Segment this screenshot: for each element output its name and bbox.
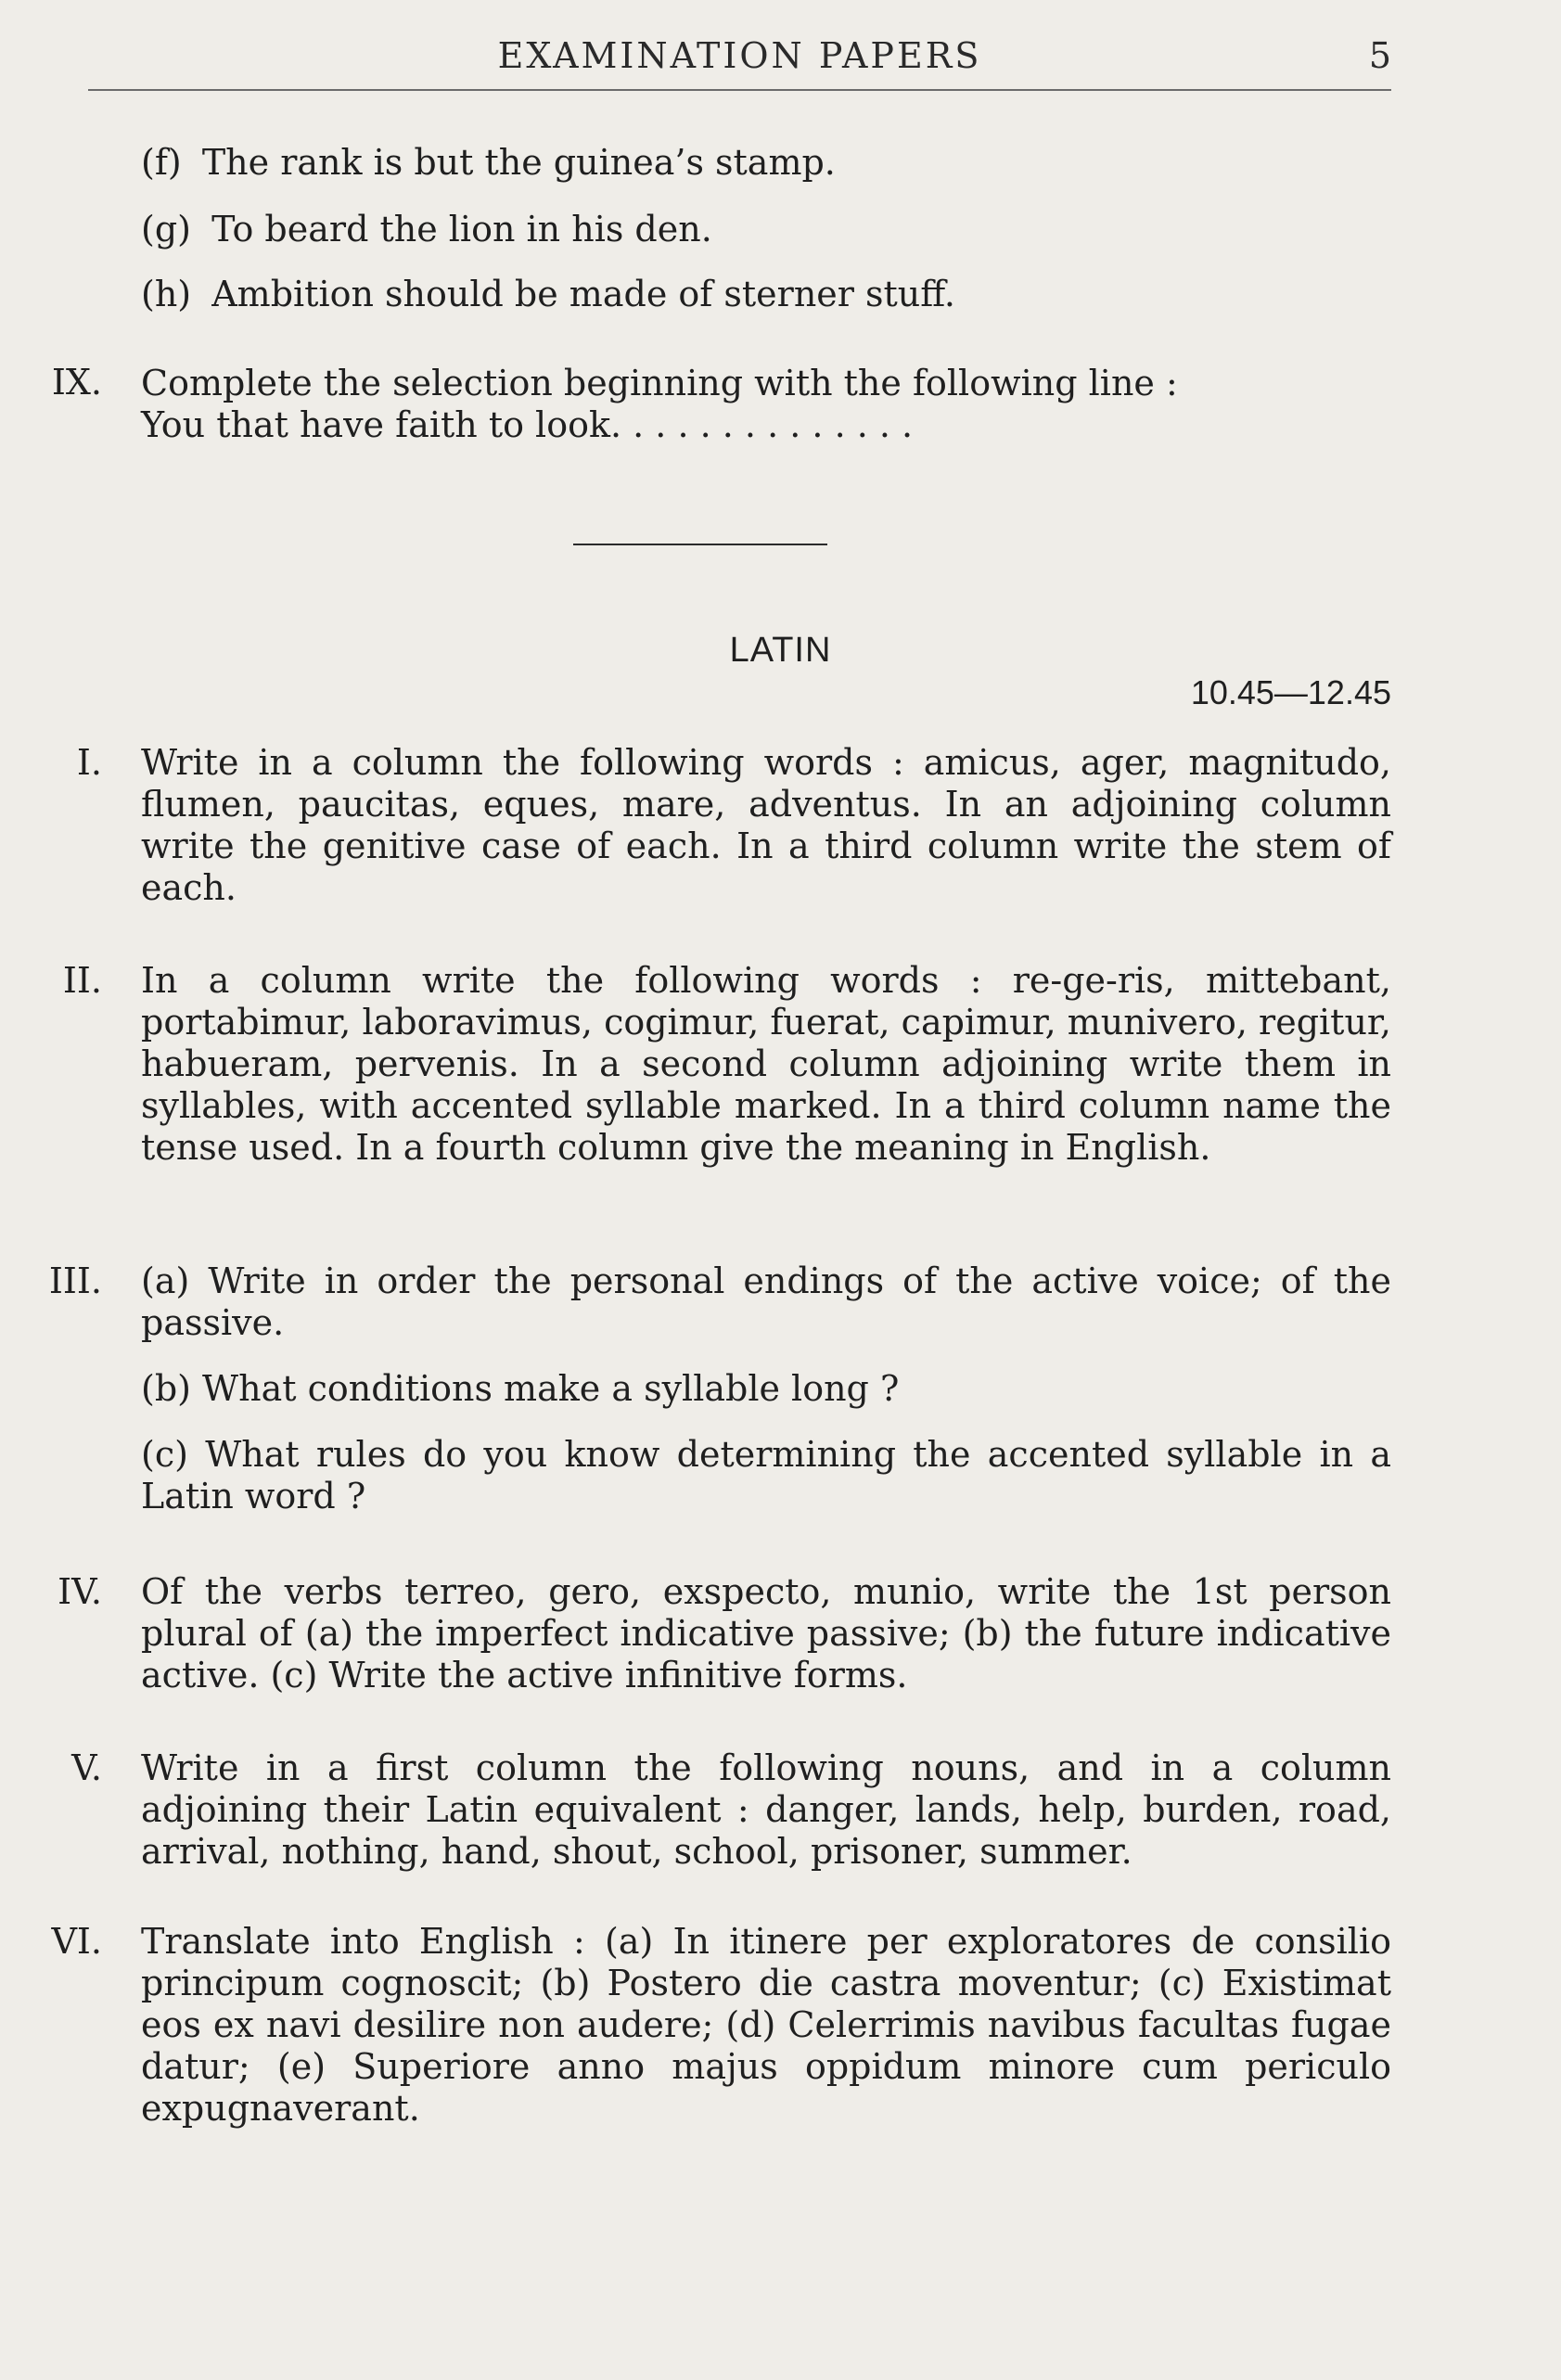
continued-item-f (141, 141, 836, 184)
exam-time: 10.45—12.45 (1190, 673, 1391, 711)
question-ix-line-2: You that have faith to look. . . . . . . . . . . . . . (141, 404, 914, 445)
running-title: EXAMINATION PAPERS (497, 35, 982, 76)
item-label: (h) (141, 274, 192, 314)
question-ix-line-1: Complete the selection beginning with the following line : (141, 363, 1178, 403)
question-part-a: (a) Write in order the personal endings of the active voice; of the passive. (141, 1260, 1391, 1343)
question-number: II. (62, 960, 102, 1001)
question-part-b: (b) What conditions make a syllable long ? (141, 1368, 900, 1409)
question-paragraph: Of the verbs terreo, gero, exspecto, munio, write the 1st person plural of (a) the imperfect indicative passive; (b) the future indicative active. (c) Write the active infinitive forms. (141, 1571, 1391, 1695)
question-paragraph: Write in a first column the following nouns, and in a column adjoining their Latin equivalent : danger, lands, help, burden, road, arrival, nothing, hand, shout, school, prisoner, summer. (141, 1747, 1391, 1872)
continued-item-h (141, 273, 955, 315)
question-paragraph: Write in a column the following words : amicus, ager, magnitudo, flumen, paucitas, eques, mare, adventus. In an adjoining column write the genitive case of each. In a third column write the stem of each. (141, 742, 1391, 908)
running-header (88, 35, 1391, 91)
item-label: (g) (141, 209, 191, 250)
question-paragraph: Translate into English : (a) In itinere per exploratores de consilio principum cognoscit; (b) Postero die castra moventur; (c) Existimat eos ex navi desilire non audere; (d) Celerrimis navibus facultas fugae datur; (e) Superiore anno majus oppidum minore cum periculo expugnaverant. (141, 1921, 1391, 2129)
item-text: To beard the lion in his den. (211, 209, 712, 250)
question-text (141, 960, 1391, 1169)
question-text (141, 742, 1391, 909)
page-number: 5 (1368, 35, 1391, 76)
continued-item-g (141, 208, 712, 250)
question-number: V. (71, 1747, 102, 1788)
question-number: III. (48, 1260, 102, 1301)
item-text: Ambition should be made of sterner stuff. (211, 274, 956, 314)
question-number: I. (76, 742, 102, 783)
question-number: IV. (58, 1571, 102, 1612)
question-text (141, 1747, 1391, 1873)
question-text (141, 1921, 1391, 2130)
section-divider (573, 544, 827, 545)
question-number: IX. (51, 362, 102, 403)
question-part-c: (c) What rules do you know determining the accented syllable in a Latin word ? (141, 1434, 1391, 1516)
item-text: The rank is but the guinea’s stamp. (201, 142, 836, 183)
question-number: VI. (51, 1921, 102, 1962)
item-label: (f) (141, 142, 182, 183)
question-text (141, 1260, 1391, 1517)
section-title: LATIN (729, 631, 832, 670)
question-paragraph: In a column write the following words : re-ge-ris, mittebant, portabimur, laboravimus, cogimur, fuerat, capimur, munivero, regitur, habueram, pervenis. In a second column adjoining write them in syllables, with accented syllable marked. In a third column name the tense used. In a fourth column give the meaning in English. (141, 960, 1391, 1168)
question-text (141, 1571, 1391, 1696)
